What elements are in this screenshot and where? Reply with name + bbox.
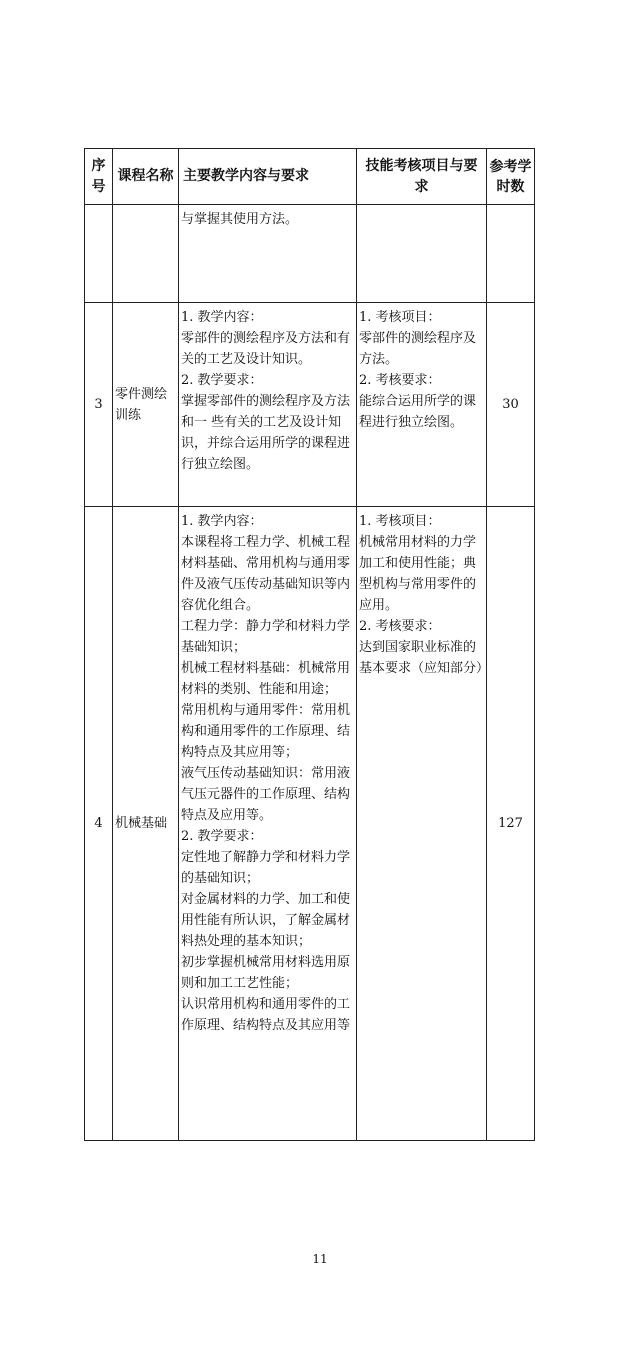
content-line: 初步掌握机械常用材料选用原则和加工工艺性能；: [181, 955, 351, 991]
content-line: 认识常用机构和通用零件的工作原理、结构特点及其应用等: [181, 997, 351, 1033]
table-row: [85, 507, 535, 1141]
header-content: 主要教学内容与要求: [179, 149, 357, 205]
content-line: 与掌握其使用方法。: [181, 212, 299, 227]
row-content: [179, 303, 357, 507]
row-content: [179, 507, 357, 1141]
header-index: 序号: [85, 149, 113, 205]
content-line: 2. 教学要求：: [181, 829, 263, 844]
row-index: [85, 205, 113, 303]
table-row: [85, 303, 535, 507]
row-assessment: [357, 205, 487, 303]
row-hours: [487, 205, 535, 303]
content-line: 液气压传动基础知识：常用液气压元器件的工作原理、结构特点及应用等。: [181, 766, 351, 823]
assessment-line: 2. 考核要求：: [359, 619, 441, 634]
row-assessment: [357, 303, 487, 507]
assessment-line: 1. 考核项目：: [359, 310, 441, 325]
header-assessment: 技能考核项目与要求: [357, 149, 487, 205]
row-hours: 30: [487, 303, 535, 507]
row-course: 机械基础: [113, 507, 179, 1141]
content-line: 掌握零部件的测绘程序及方法和一 些有关的工艺及设计知识，并综合运用所学的课程进行独立绘图。: [181, 394, 351, 472]
row-course: 零件测绘训练: [113, 303, 179, 507]
content-line: 对金属材料的力学、加工和使用性能有所认识，了解金属材料热处理的基本知识；: [181, 892, 351, 949]
content-line: 机械工程材料基础：机械常用材料的类别、性能和用途；: [181, 661, 351, 697]
row-hours: 127: [487, 507, 535, 1141]
assessment-line: 零部件的测绘程序及方法。: [359, 331, 477, 367]
content-line: 常用机构与通用零件：常用机构和通用零件的工作原理、结构特点及其应用等；: [181, 703, 351, 760]
content-line: 零部件的测绘程序及方法和有关的工艺及设计知识。: [181, 331, 351, 367]
table-row: [85, 205, 535, 303]
assessment-line: 1. 考核项目：: [359, 514, 441, 529]
header-hours: 参考学时数: [487, 149, 535, 205]
content-line: 工程力学：静力学和材料力学基础知识；: [181, 619, 351, 655]
content-line: 1. 教学内容：: [181, 514, 263, 529]
content-line: 2. 教学要求：: [181, 373, 263, 388]
content-line: 本课程将工程力学、机械工程材料基础、常用机构与通用零件及液气压传动基础知识等内容优化组合。: [181, 535, 351, 613]
assessment-line: 机械常用材料的力学加工和使用性能；典型机构与常用零件的应用。: [359, 535, 477, 613]
row-assessment: [357, 507, 490, 1141]
page-number: 11: [312, 1252, 328, 1266]
assessment-line: 能综合运用所学的课程进行独立绘图。: [359, 394, 477, 430]
row-course: [113, 205, 179, 303]
table-header-row: [85, 149, 535, 205]
row-index: 4: [85, 507, 113, 1141]
assessment-line: 2. 考核要求：: [359, 373, 441, 388]
header-course: 课程名称: [113, 149, 179, 205]
row-content: [179, 205, 357, 303]
course-table: [84, 148, 535, 1141]
row-index: 3: [85, 303, 113, 507]
assessment-line: 达到国家职业标准的基本要求（应知部分）: [359, 640, 490, 676]
content-line: 定性地了解静力学和材料力学的基础知识；: [181, 850, 351, 886]
content-line: 1. 教学内容：: [181, 310, 263, 325]
